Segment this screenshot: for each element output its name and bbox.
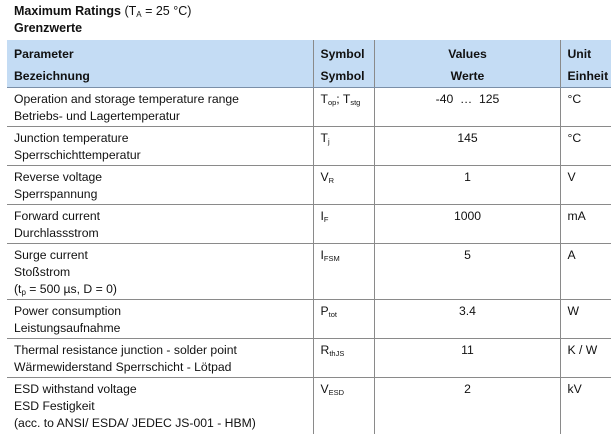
- row-symbol: [313, 166, 374, 205]
- row-value: 1: [374, 166, 560, 205]
- row-unit: °C: [560, 88, 611, 127]
- parameter-en: Junction temperature: [14, 131, 129, 145]
- row-symbol: [313, 244, 374, 300]
- header-symbol-de: Symbol: [320, 69, 365, 83]
- symbol-subscript: j: [327, 137, 330, 146]
- title-maximum-ratings: Maximum Ratings: [14, 4, 121, 18]
- parameter-de: Leistungsaufnahme: [14, 321, 121, 335]
- parameter-note: (acc. to ANSI/ ESDA/ JEDEC JS-001 - HBM): [14, 416, 256, 430]
- row-value: 1000: [374, 205, 560, 244]
- row-unit: kV: [560, 378, 611, 434]
- symbol-subscript: FSM: [323, 254, 340, 263]
- row-unit: mA: [560, 205, 611, 244]
- parameter-note-open: (t: [14, 282, 22, 296]
- table-row: [7, 205, 611, 244]
- row-unit: °C: [560, 127, 611, 166]
- row-symbol: [313, 339, 374, 378]
- symbol-letter: P: [320, 304, 329, 318]
- header-values-en: Values: [448, 47, 487, 61]
- row-parameter: [7, 127, 313, 166]
- parameter-en: Surge current: [14, 248, 88, 262]
- symbol-letter-2: T: [342, 92, 351, 106]
- row-parameter: [7, 339, 313, 378]
- header-unit-de: Einheit: [567, 69, 609, 83]
- title-condition-sub: A: [136, 10, 142, 19]
- header-unit-en: Unit: [567, 47, 592, 61]
- title-line: [14, 3, 191, 20]
- row-parameter: [7, 205, 313, 244]
- symbol-letter: V: [320, 170, 329, 184]
- header-parameter: [7, 40, 313, 88]
- title-condition-open: (T: [120, 4, 137, 18]
- row-parameter: [7, 300, 313, 339]
- section-heading: [14, 3, 191, 37]
- symbol-subscript: F: [323, 215, 329, 224]
- table-row: [7, 339, 611, 378]
- title-condition: [121, 4, 191, 18]
- table-row: [7, 378, 611, 434]
- row-unit: A: [560, 244, 611, 300]
- row-unit: W: [560, 300, 611, 339]
- maximum-ratings-table: [7, 40, 611, 434]
- symbol-subscript: ESD: [328, 388, 345, 397]
- row-value: 5: [374, 244, 560, 300]
- symbol-subscript: R: [328, 176, 335, 185]
- row-value: -40 … 125: [374, 88, 560, 127]
- symbol-subscript-2: stg: [350, 98, 361, 107]
- header-symbol: [313, 40, 374, 88]
- row-value: 3.4: [374, 300, 560, 339]
- title-condition-close: = 25 °C): [141, 4, 192, 18]
- table-row: [7, 166, 611, 205]
- header-parameter-en: Parameter: [14, 47, 74, 61]
- parameter-en: Reverse voltage: [14, 170, 103, 184]
- symbol-subscript: op: [327, 98, 337, 107]
- parameter-note-sub: p: [21, 288, 26, 297]
- symbol-letter: I: [320, 248, 324, 262]
- parameter-en: Forward current: [14, 209, 101, 223]
- parameter-en: ESD withstand voltage: [14, 382, 137, 396]
- parameter-de: Durchlassstrom: [14, 226, 99, 240]
- row-symbol: [313, 205, 374, 244]
- parameter-de: Stoßstrom: [14, 265, 71, 279]
- symbol-letter: R: [320, 343, 330, 357]
- row-symbol: [313, 127, 374, 166]
- row-parameter: [7, 88, 313, 127]
- header-symbol-en: Symbol: [320, 47, 365, 61]
- parameter-en: Operation and storage temperature range: [14, 92, 239, 106]
- parameter-note: [14, 281, 307, 298]
- row-symbol: [313, 88, 374, 127]
- symbol-subscript: tot: [328, 310, 337, 319]
- table-row: [7, 127, 611, 166]
- row-symbol: [313, 300, 374, 339]
- table-header-row: [7, 40, 611, 88]
- parameter-en: Power consumption: [14, 304, 122, 318]
- symbol-letter: T: [320, 92, 328, 106]
- row-parameter: [7, 378, 313, 434]
- parameter-de: Wärmewiderstand Sperrschicht - Lötpad: [14, 360, 232, 374]
- parameter-en: Thermal resistance junction - solder point: [14, 343, 237, 357]
- header-unit: [560, 40, 611, 88]
- parameter-de: Sperrschichttemperatur: [14, 148, 141, 162]
- title-grenzwerte: Grenzwerte: [14, 21, 83, 35]
- symbol-letter: T: [320, 131, 328, 145]
- parameter-de: ESD Festigkeit: [14, 399, 95, 413]
- parameter-de: Sperrspannung: [14, 187, 98, 201]
- symbol-letter: I: [320, 209, 324, 223]
- header-values: [374, 40, 560, 88]
- table-row: [7, 88, 611, 127]
- row-unit: K / W: [560, 339, 611, 378]
- row-parameter: [7, 166, 313, 205]
- row-value: 11: [374, 339, 560, 378]
- table-row: [7, 244, 611, 300]
- table-row: [7, 300, 611, 339]
- row-value: 145: [374, 127, 560, 166]
- row-value: 2: [374, 378, 560, 434]
- row-parameter: [7, 244, 313, 300]
- parameter-de: Betriebs- und Lagertemperatur: [14, 109, 180, 123]
- symbol-letter: V: [320, 382, 329, 396]
- row-unit: V: [560, 166, 611, 205]
- parameter-note-close: = 500 µs, D = 0): [25, 282, 117, 296]
- header-values-de: Werte: [450, 69, 485, 83]
- header-parameter-de: Bezeichnung: [14, 69, 90, 83]
- symbol-subscript: thJS: [329, 349, 345, 358]
- row-symbol: [313, 378, 374, 434]
- symbol-separator: ;: [336, 92, 343, 106]
